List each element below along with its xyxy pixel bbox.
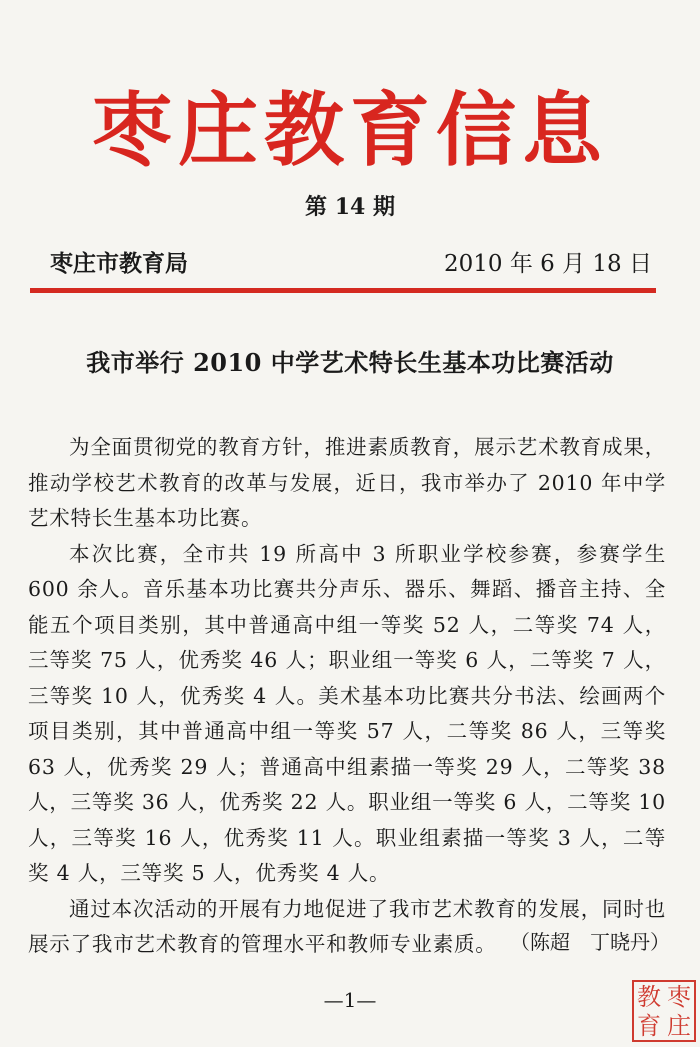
page-number: —1— [323, 988, 377, 1012]
issue-number: 第 14 期 [305, 194, 395, 220]
article-body [28, 430, 666, 963]
issuer-name: 枣庄市教育局 [50, 250, 188, 277]
masthead-title: 枣庄教育信息 [92, 83, 608, 177]
article-paragraph: 本次比赛，全市共 19 所高中 3 所职业学校参赛，参赛学生 600 余人。音乐基本功比赛共分声乐、器乐、舞蹈、播音主持、全能五个项目类别，其中普通高中组一等奖 52 人，二等奖 74 人，三等奖 75 人，优秀奖 46 人；职业组一等奖 6 人，二等奖 7 人，三等奖 10 人，优秀奖 4 人。美术基本功比赛共分书法、绘画两个项目类别，其中普通高中组一等奖 57 人，二等奖 86 人，三等奖 63 人，优秀奖 29 人；普通高中组素描一等奖 29 人，二等奖 38 人，三等奖 36 人，优秀奖 22 人。职业组一等奖 6 人，二等奖 10 人，三等奖 16 人，优秀奖 11 人。职业组素描一等奖 3 人，二等奖 4 人，三等奖 5 人，优秀奖 4 人。 [28, 541, 667, 885]
seal-char: 庄 [667, 1011, 691, 1040]
seal-stamp [632, 980, 696, 1042]
seal-char: 枣 [667, 982, 691, 1011]
article-headline: 我市举行 2010 中学艺术特长生基本功比赛活动 [86, 348, 614, 377]
article-paragraph: 通过本次活动的开展有力地促进了我市艺术教育的发展，同时也展示了我市艺术教育的管理水平和教师专业素质。 [28, 896, 666, 956]
seal-char: 教 [637, 982, 661, 1011]
seal-char: 育 [637, 1011, 661, 1040]
article-author: （陈超 丁晓丹） [510, 930, 670, 954]
header-divider [30, 288, 656, 293]
article-paragraph: 为全面贯彻党的教育方针，推进素质教育，展示艺术教育成果，推动学校艺术教育的改革与发展，近日，我市举办了 2010 年中学艺术特长生基本功比赛。 [28, 435, 666, 530]
issue-date: 2010 年 6 月 18 日 [444, 251, 652, 277]
